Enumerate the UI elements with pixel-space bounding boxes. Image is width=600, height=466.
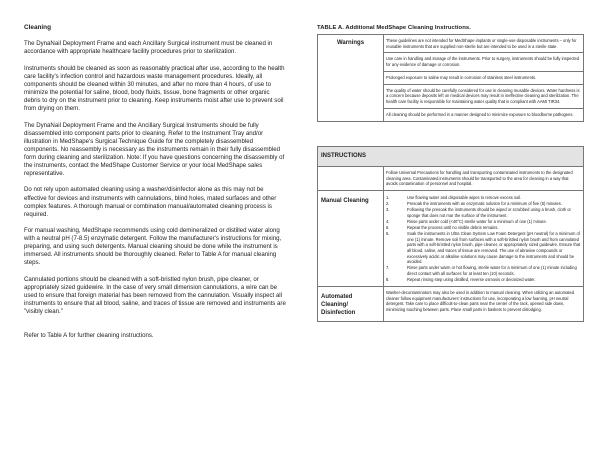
step-item	[386, 201, 581, 207]
step-text: Soak the instruments in Ultra Clean System Low Foam Detergent (pH neutral) for a minimum of one (1) minute. Remove soil from surfaces with a soft-bristled nylon brush and from cannulated parts with a soft-bristled nylon brush, pipe cleaner, or appropriately sized guidewire. Ensure that all blood, saline, and traces of tissue are removed. The use of abrasive compounds or excessively acidic or alkaline solutions may cause damage to the instruments and should be avoided.	[407, 230, 581, 265]
step-item	[386, 265, 581, 276]
paragraph: For manual washing, MedShape recommends using cold demineralized or distilled water along with a neutral pH (7-8.5) enzymatic detergent. Follow the manufacturer's instructions for mixing, preparing, and using such detergents. Manual cleaning should be done while the instrument is immersed. All instruments should be thoroughly cleaned. Refer to Table A for manual cleaning steps.	[24, 227, 282, 267]
manual-cleaning-label: Manual Cleaning	[318, 191, 384, 287]
instructions-intro: Follow Universal Precautions for handling and transporting contaminated instruments to the designated cleaning area. Contaminated instruments should be transported to the area for cleaning in a way that avoids contamination of personnel and hospital.	[384, 167, 584, 191]
step-item	[386, 277, 581, 283]
step-item	[386, 219, 581, 225]
step-text: Rinse parts under warm or hot flowing, sterile water for a minimum of one (1) minute including direct contact with all surfaces for at least ten (10) seconds.	[407, 265, 577, 277]
step-number: 8.	[386, 277, 390, 283]
step-text: Use flowing water and disposable wipes to remove excess soil.	[407, 195, 522, 201]
step-number: 6.	[386, 230, 390, 236]
empty-cell	[318, 167, 384, 191]
step-text: Rinse parts under cold (<40°C) sterile water for a minimum of one (1) minute.	[407, 218, 547, 224]
table-row	[318, 35, 584, 53]
warnings-label: Warnings	[318, 35, 384, 122]
warnings-table	[317, 34, 584, 122]
paragraph: Cannulated portions should be cleaned with a soft-bristled nylon brush, pipe cleaner, or appropriately sized guidewire. In the case of very small dimension cannulations, a wire can be used to ensure that foreign material has been removed from the cannulation. Visually inspect all instruments to ensure that all blood, saline, and traces of tissue are removed and instruments are "visibly clean."	[24, 276, 286, 316]
paragraph: Refer to Table A for further cleaning instructions.	[24, 332, 154, 340]
instructions-table	[317, 146, 584, 322]
step-number: 5.	[386, 224, 390, 230]
table-row	[318, 287, 584, 322]
step-item	[386, 195, 581, 201]
step-text: Presoak the instruments with an enzymatic solution for a minimum of five (5) minutes.	[407, 201, 562, 207]
warning-item: All cleaning should be performed in a manner designed to minimize exposure to bloodborne pathogens.	[384, 108, 584, 122]
warning-item: These guidelines are not intended for MedShape implants or single-use disposable instruments – only for reusable instruments that are supplied non-sterile but are intended to be used in a sterile state.	[384, 35, 584, 53]
step-number: 2.	[386, 201, 390, 207]
automated-cleaning-label: Automated Cleaning/ Disinfection	[318, 287, 384, 322]
section-heading: Cleaning	[24, 24, 51, 31]
step-number: 7.	[386, 265, 390, 271]
table-row	[318, 147, 584, 167]
cleaning-section	[24, 24, 286, 349]
instructions-header: INSTRUCTIONS	[318, 147, 584, 167]
paragraph: The DynaNail Deployment Frame and each Ancillary Surgical instrument must be cleaned in accordance with appropriate healthcare facility procedures prior to sterilization.	[24, 40, 273, 56]
table-title: TABLE A. Additional MedShape Cleaning Instructions.	[317, 25, 471, 31]
paragraph: The DynaNail Deployment Frame and the Ancillary Surgical Instruments should be fully disassembled into component parts prior to cleaning. Refer to the Instrument Tray and/or illustration in MedShape's Surgical Technique Guide for the completely disassembled components. No reassembly is necessary as the instruments remain in their fully disassembled form during cleaning and sterilization. Note: If you have questions concerning the disassembly of the instruments, contact the MedShape Customer Service or your local MedShape sales representative.	[24, 121, 285, 177]
warning-item: The quality of water should be carefully considered for use in cleaning reusable devices. Water hardness is a concern because deposits left on medical devices may result in ineffective cleaning and sterilization. The health care facility is responsible for maintaining water quality that is compliant with AAMI TIR34.	[384, 84, 584, 108]
paragraph: Do not rely upon automated cleaning using a washer/disinfector alone as this may not be effective for devices and instruments with cannulations, blind holes, mated surfaces and other complex features. A thorough manual or combination manual/automated cleaning process is required.	[24, 186, 277, 218]
steps-list	[386, 195, 581, 283]
manual-cleaning-steps	[384, 191, 584, 287]
paragraph: Instruments should be cleaned as soon as reasonably practical after use, according to the health care facility's infection control and hazardous waste management procedures. Ideally, all components should be cleaned within 30 minutes, and after no more than 4 hours, of use to minimize the potential for saline, blood, body fluids, tissue, bone fragments or other organic debris to dry on the instrument prior to cleaning. Keep instruments moist after use to prevent soil from drying on them.	[24, 64, 285, 112]
step-item	[386, 207, 581, 218]
step-item	[386, 231, 581, 265]
step-number: 3.	[386, 207, 390, 213]
warning-item: Prolonged exposure to saline may result in corrosion of stainless steel instruments.	[384, 71, 584, 84]
warning-item: Use care in handling and storage of the instruments. Prior to surgery, instruments should be fully inspected for any evidence of damage or corrosion.	[384, 53, 584, 71]
table-row	[318, 191, 584, 287]
table-row	[318, 167, 584, 191]
step-number: 4.	[386, 218, 390, 224]
table-a-section	[317, 25, 583, 322]
step-number: 1.	[386, 195, 390, 201]
step-text: Following the presoak the instruments should be wiped or scrubbed using a brush, cloth or sponge that does not mar the surface of the instrument.	[407, 207, 571, 218]
automated-cleaning-text: Washer-decontaminators may also be used in addition to manual cleaning. When utilizing an automated cleaner follow equipment manufacturers' instructions for use, incorporating a low foaming, pH neutral detergent. Take care to place difficult-to-clean parts near the center of the rack, opened side down, minimizing touching between parts. Place small parts in baskets to prevent dislodging.	[384, 287, 584, 322]
step-text: Repeat rinsing step using distilled, reverse osmosis or deionized water.	[407, 277, 536, 283]
step-item	[386, 225, 581, 231]
step-text: Repeat the process until no visible debris remains.	[407, 224, 499, 230]
